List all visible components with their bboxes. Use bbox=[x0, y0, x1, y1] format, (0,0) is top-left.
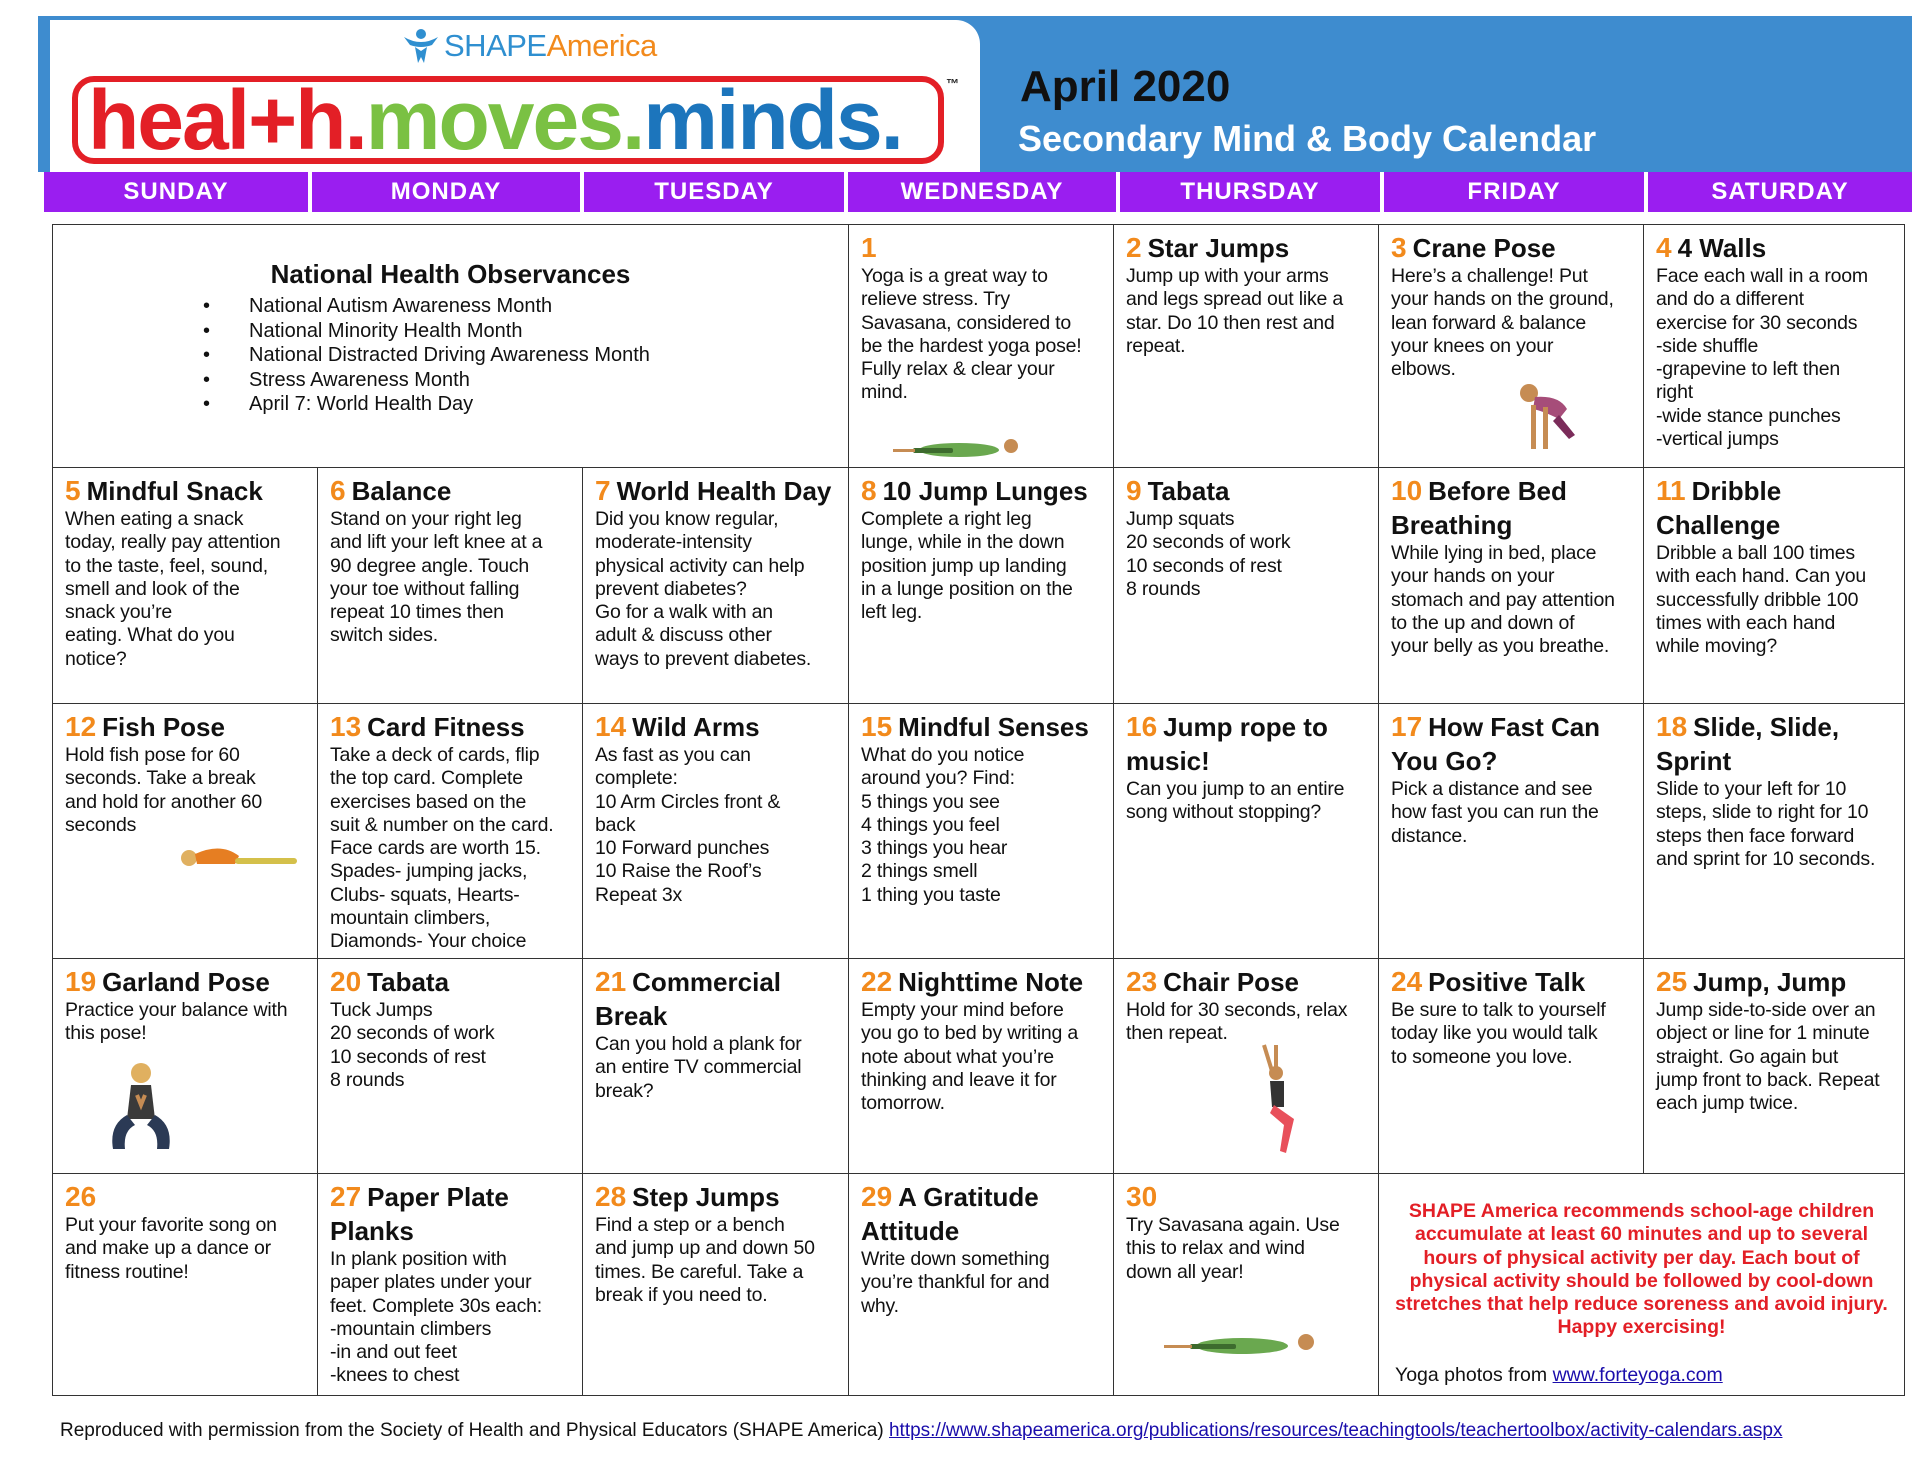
day-number: 26 bbox=[65, 1181, 97, 1212]
day-cell bbox=[1113, 1173, 1379, 1396]
day-description: What do you notice around you? Find: 5 things you see 4 things you feel 3 things you hear 2 things smell 1 thing you taste bbox=[861, 744, 1025, 906]
day-cell bbox=[1113, 224, 1379, 468]
brand-logo-text bbox=[88, 74, 902, 166]
day-cell bbox=[317, 467, 583, 704]
day-number: 18 bbox=[1656, 711, 1688, 742]
day-number: 17 bbox=[1391, 711, 1423, 742]
footer bbox=[60, 1420, 1782, 1442]
day-cell bbox=[317, 958, 583, 1174]
day-number: 9 bbox=[1126, 475, 1142, 506]
day-number: 20 bbox=[330, 966, 362, 997]
day-title: Slide, Slide, Sprint bbox=[1656, 712, 1840, 776]
day-number: 23 bbox=[1126, 966, 1158, 997]
day-number: 15 bbox=[861, 711, 893, 742]
day-description: As fast as you can complete: 10 Arm Circles front & back 10 Forward punches 10 Raise the Roof’s Repeat 3x bbox=[595, 744, 781, 906]
day-title: Garland Pose bbox=[102, 967, 270, 997]
day-cell bbox=[848, 224, 1114, 468]
recommendation-text: SHAPE America recommends school-age children accumulate at least 60 minutes and up to several hours of physical activity per day. Each bout of physical activity should be followed by cool-down stretches that help reduce soreness and avoid injury. Happy exercising! bbox=[1395, 1200, 1888, 1339]
day-header-tuesday: TUESDAY bbox=[584, 172, 848, 212]
day-title: Dribble Challenge bbox=[1656, 476, 1782, 540]
day-description: Here’s a challenge! Put your hands on the ground, lean forward & balance your knees on your elbows. bbox=[1391, 265, 1614, 381]
day-cell bbox=[1643, 958, 1905, 1174]
day-cell bbox=[1113, 703, 1379, 959]
day-cell bbox=[1643, 224, 1905, 468]
day-description: Empty your mind before you go to bed by writing a note about what you’re thinking and leave it for tomorrow. bbox=[861, 999, 1079, 1115]
day-cell bbox=[1113, 958, 1379, 1174]
day-number: 22 bbox=[861, 966, 893, 997]
footer-link[interactable]: https://www.shapeamerica.org/publications/resources/teachingtools/teachertoolbox/activity-calendars.aspx bbox=[888, 1420, 1783, 1441]
day-cell bbox=[1113, 467, 1379, 704]
day-description: Dribble a ball 100 times with each hand. Can you successfully dribble 100 times with each hand while moving? bbox=[1656, 542, 1867, 658]
day-cell bbox=[1378, 958, 1644, 1174]
day-header-friday: FRIDAY bbox=[1384, 172, 1648, 212]
day-title: Crane Pose bbox=[1412, 233, 1556, 263]
day-cell bbox=[52, 958, 318, 1174]
day-description: Yoga is a great way to relieve stress. Try Savasana, considered to be the hardest yoga pose! Fully relax & clear your mind. bbox=[861, 265, 1082, 404]
calendar-subtitle: Secondary Mind & Body Calendar bbox=[1018, 118, 1597, 159]
day-cell bbox=[317, 703, 583, 959]
day-title: Before Bed Breathing bbox=[1391, 476, 1567, 540]
day-description: Did you know regular, moderate-intensity physical activity can help prevent diabetes? Go for a walk with an adult & discuss other ways to prevent diabetes. bbox=[595, 508, 812, 670]
garland-pose-figure-icon bbox=[101, 1059, 181, 1159]
day-number: 28 bbox=[595, 1181, 627, 1212]
shape-america-logo bbox=[402, 26, 657, 66]
fish-pose-figure-icon bbox=[175, 834, 305, 874]
day-description: Slide to your left for 10 steps, slide to right for 10 steps then face forward and sprint for 10 seconds. bbox=[1656, 778, 1876, 870]
day-description: Try Savasana again. Use this to relax and wind down all year! bbox=[1126, 1214, 1340, 1283]
day-number: 4 bbox=[1656, 232, 1672, 263]
day-cell bbox=[1378, 703, 1644, 959]
day-description: Put your favorite song on and make up a dance or fitness routine! bbox=[65, 1214, 277, 1283]
day-title: Nighttime Note bbox=[898, 967, 1084, 997]
day-number: 2 bbox=[1126, 232, 1142, 263]
day-description: Jump side-to-side over an object or line for 1 minute straight. Go again but jump front to back. Repeat each jump twice. bbox=[1656, 999, 1880, 1115]
day-description: Stand on your right leg and lift your left knee at a 90 degree angle. Touch your toe without falling repeat 10 times then switch sides. bbox=[330, 508, 543, 647]
day-header-saturday: SATURDAY bbox=[1648, 172, 1912, 212]
observances-list bbox=[65, 294, 836, 417]
yoga-credit-label: Yoga photos from bbox=[1395, 1363, 1553, 1386]
day-number: 11 bbox=[1656, 475, 1686, 506]
day-number: 29 bbox=[861, 1181, 893, 1212]
day-description: Tuck Jumps 20 seconds of work 10 seconds of rest 8 rounds bbox=[330, 999, 495, 1091]
day-number: 16 bbox=[1126, 711, 1158, 742]
day-number: 6 bbox=[330, 475, 346, 506]
day-cell bbox=[848, 1173, 1114, 1396]
day-cell bbox=[582, 958, 849, 1174]
day-number: 25 bbox=[1656, 966, 1688, 997]
day-title: Mindful Senses bbox=[898, 712, 1089, 742]
day-description: Can you jump to an entire song without stopping? bbox=[1126, 778, 1345, 824]
day-description: While lying in bed, place your hands on your stomach and pay attention to the up and down of your belly as you breathe. bbox=[1391, 542, 1615, 658]
day-description: Face each wall in a room and do a different exercise for 30 seconds -side shuffle -grapevine to left then right -wide stance punches -vertical jumps bbox=[1656, 265, 1868, 451]
day-description: Find a step or a bench and jump up and down 50 times. Be careful. Take a break if you need to. bbox=[595, 1214, 815, 1306]
day-description: Can you hold a plank for an entire TV commercial break? bbox=[595, 1033, 802, 1102]
recommendation-cell bbox=[1378, 1173, 1905, 1396]
day-number: 19 bbox=[65, 966, 97, 997]
day-description: Be sure to talk to yourself today like you would talk to someone you love. bbox=[1391, 999, 1606, 1068]
day-cell bbox=[582, 703, 849, 959]
day-title: Step Jumps bbox=[632, 1182, 780, 1212]
day-description: Write down something you’re thankful for and why. bbox=[861, 1248, 1050, 1317]
day-header-sunday: SUNDAY bbox=[44, 172, 312, 212]
day-description: Jump up with your arms and legs spread out like a star. Do 10 then rest and repeat. bbox=[1126, 265, 1344, 357]
day-number: 13 bbox=[330, 711, 362, 742]
day-title: Tabata bbox=[367, 967, 450, 997]
forteyoga-link[interactable]: www.forteyoga.com bbox=[1552, 1363, 1723, 1386]
day-title: Star Jumps bbox=[1147, 233, 1290, 263]
day-cell bbox=[52, 1173, 318, 1396]
chair-pose-figure-icon bbox=[1250, 1041, 1310, 1161]
day-title: World Health Day bbox=[616, 476, 832, 506]
brand-word-minds: minds. bbox=[643, 73, 902, 167]
day-number: 30 bbox=[1126, 1181, 1158, 1212]
observance-item: • April 7: World Health Day bbox=[65, 392, 836, 417]
day-number: 24 bbox=[1391, 966, 1423, 997]
day-description: Practice your balance with this pose! bbox=[65, 999, 288, 1045]
america-logo-text: America bbox=[546, 28, 657, 63]
day-number: 8 bbox=[861, 475, 877, 506]
day-description: In plank position with paper plates under your feet. Complete 30s each: -mountain climbers -in and out feet -knees to chest bbox=[330, 1248, 542, 1387]
shape-logo-text: SHAPE bbox=[444, 28, 547, 63]
observance-item: • National Autism Awareness Month bbox=[65, 294, 836, 319]
day-cell bbox=[582, 467, 849, 704]
day-cell bbox=[52, 467, 318, 704]
day-title: Balance bbox=[351, 476, 452, 506]
observance-item: • National Minority Health Month bbox=[65, 319, 836, 344]
day-header-monday: MONDAY bbox=[312, 172, 584, 212]
brand-word-moves: moves. bbox=[365, 73, 644, 167]
trademark-mark: ™ bbox=[946, 76, 959, 91]
brand-word-health: heal+h. bbox=[88, 73, 366, 167]
observance-item: • National Distracted Driving Awareness Month bbox=[65, 343, 836, 368]
day-cell bbox=[1643, 703, 1905, 959]
day-cell bbox=[848, 467, 1114, 704]
day-title: Mindful Snack bbox=[86, 476, 263, 506]
day-description: Hold fish pose for 60 seconds. Take a break and hold for another 60 seconds bbox=[65, 744, 263, 836]
footer-text: Reproduced with permission from the Society of Health and Physical Educators (SHAPE America) bbox=[60, 1420, 889, 1441]
day-cell bbox=[1378, 467, 1644, 704]
day-cell bbox=[582, 1173, 849, 1396]
day-cell bbox=[848, 703, 1114, 959]
day-number: 27 bbox=[330, 1181, 362, 1212]
day-title: Commercial Break bbox=[595, 967, 781, 1031]
day-title: How Fast Can You Go? bbox=[1391, 712, 1601, 776]
day-description: Jump squats 20 seconds of work 10 seconds of rest 8 rounds bbox=[1126, 508, 1291, 600]
day-cell bbox=[52, 703, 318, 959]
day-title: 10 Jump Lunges bbox=[882, 476, 1088, 506]
day-number: 14 bbox=[595, 711, 627, 742]
day-title: 4 Walls bbox=[1677, 233, 1767, 263]
day-number: 12 bbox=[65, 711, 97, 742]
day-header-wednesday: WEDNESDAY bbox=[848, 172, 1120, 212]
day-of-week-bar bbox=[44, 172, 1912, 212]
day-title: Jump, Jump bbox=[1693, 967, 1847, 997]
day-description: Complete a right leg lunge, while in the down position jump up landing in a lunge position on the left leg. bbox=[861, 508, 1073, 624]
day-number: 5 bbox=[65, 475, 81, 506]
day-cell bbox=[317, 1173, 583, 1396]
observances-title: National Health Observances bbox=[270, 259, 631, 289]
day-title: Fish Pose bbox=[102, 712, 225, 742]
day-number: 10 bbox=[1391, 475, 1423, 506]
day-cell bbox=[848, 958, 1114, 1174]
day-number: 3 bbox=[1391, 232, 1407, 263]
savasana-figure-icon bbox=[1164, 1324, 1334, 1364]
day-description: When eating a snack today, really pay attention to the taste, feel, sound, smell and look of the snack you’re eating. What do you notice? bbox=[65, 508, 281, 670]
day-description: Pick a distance and see how fast you can run the distance. bbox=[1391, 778, 1599, 847]
observance-item: • Stress Awareness Month bbox=[65, 368, 836, 393]
day-title: Tabata bbox=[1147, 476, 1230, 506]
day-title: Positive Talk bbox=[1428, 967, 1586, 997]
day-cell bbox=[1378, 224, 1644, 468]
crane-pose-figure-icon bbox=[1509, 375, 1589, 455]
day-title: Card Fitness bbox=[367, 712, 525, 742]
day-description: Hold for 30 seconds, relax then repeat. bbox=[1126, 999, 1348, 1045]
day-cell bbox=[1643, 467, 1905, 704]
savasana-figure-icon bbox=[893, 430, 1033, 460]
yoga-credit bbox=[1395, 1364, 1888, 1387]
day-number: 21 bbox=[595, 966, 627, 997]
observances-cell bbox=[52, 224, 849, 468]
day-number: 7 bbox=[595, 475, 611, 506]
calendar-grid bbox=[52, 224, 1905, 1396]
day-title: Paper Plate Planks bbox=[330, 1182, 509, 1246]
shape-figure-icon bbox=[402, 27, 440, 65]
day-title: Chair Pose bbox=[1163, 967, 1299, 997]
day-header-thursday: THURSDAY bbox=[1120, 172, 1384, 212]
calendar-title: April 2020 bbox=[1020, 62, 1231, 111]
day-description: Take a deck of cards, flip the top card. Complete exercises based on the suit & number on the card. Face cards are worth 15. Spades- jumping jacks, Clubs- squats, Hearts- mountain climbers, Diamonds- Your choice bbox=[330, 744, 554, 953]
day-title: Jump rope to music! bbox=[1126, 712, 1328, 776]
day-title: A Gratitude Attitude bbox=[861, 1182, 1039, 1246]
day-title: Wild Arms bbox=[632, 712, 760, 742]
day-number: 1 bbox=[861, 232, 877, 263]
